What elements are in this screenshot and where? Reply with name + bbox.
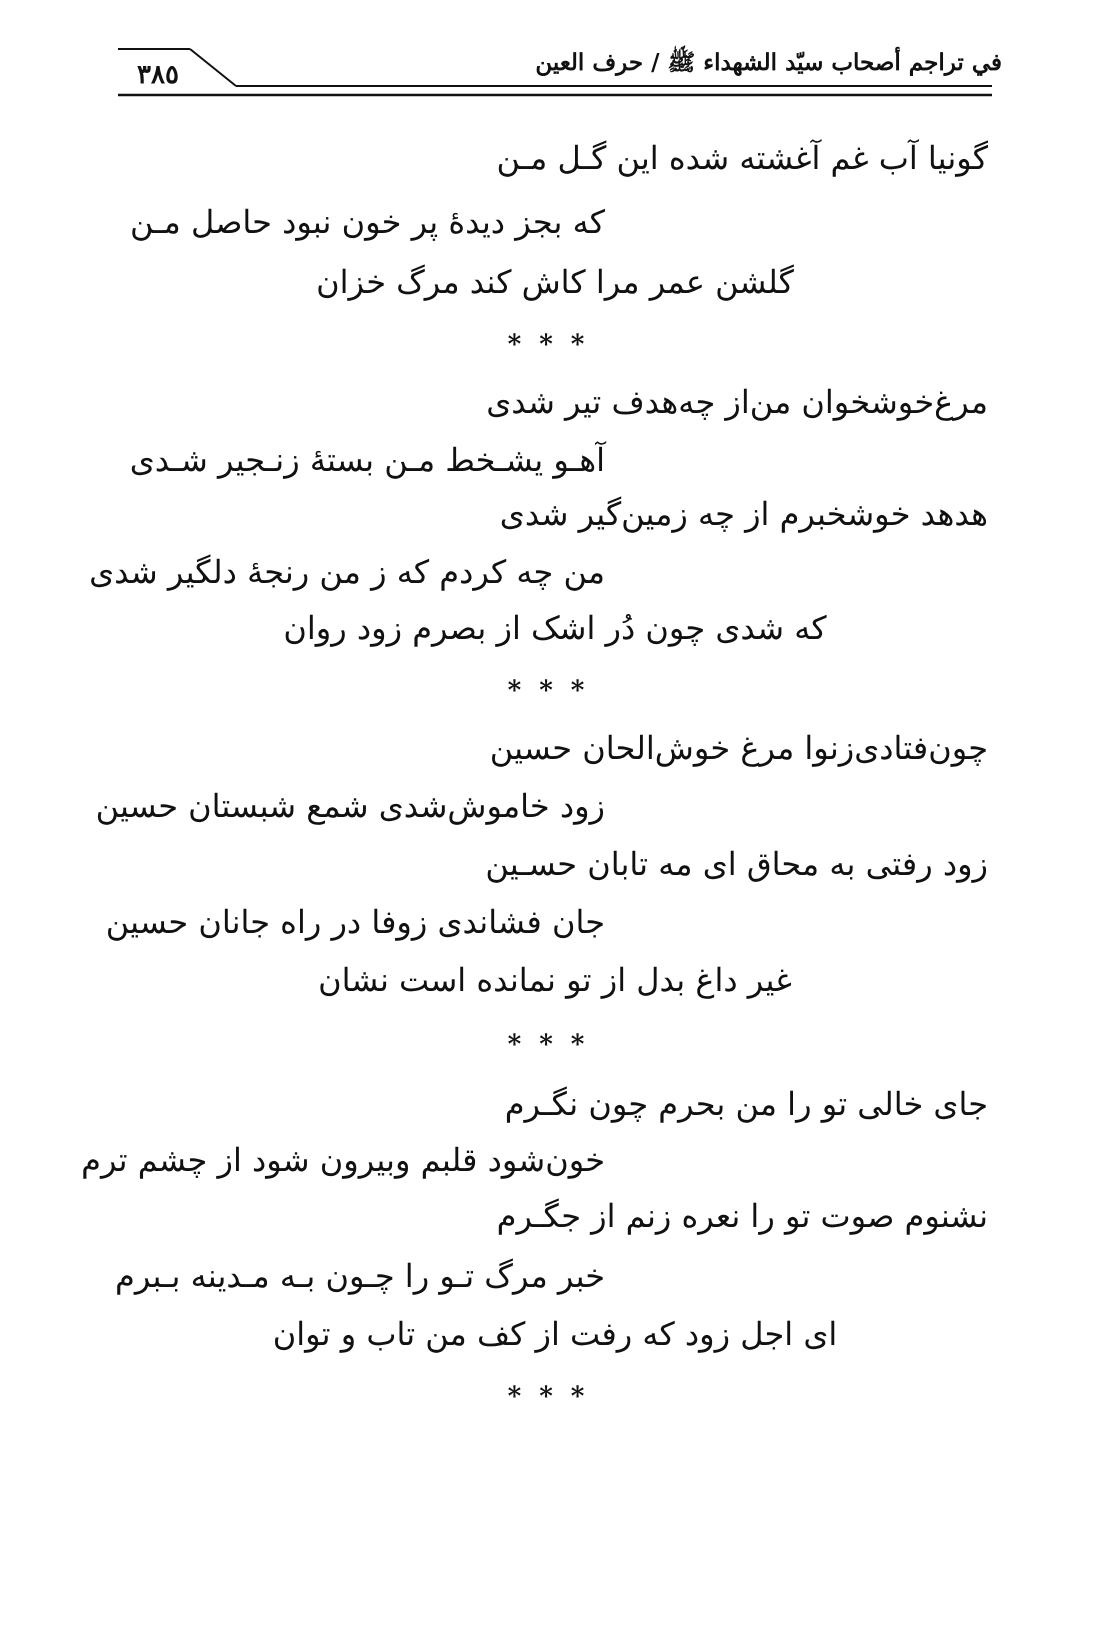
running-title: في تراجم أصحاب سيّد الشهداء ﷺ / حرف العين — [535, 49, 1002, 76]
refrain-line: غیر داغ بدل از تو نمانده است نشان — [318, 961, 792, 999]
verse-line: که بجز دیدهٔ پر خون نبود حاصل مـن — [129, 203, 605, 241]
verse-line: خون‌شود قلبم وبیرون شود از چشم ترم — [81, 1141, 605, 1179]
verse-line: زود رفتی به محاق ای مه تابان حسـین — [485, 845, 988, 883]
stanza-divider: *** — [507, 1382, 603, 1412]
refrain-line: که شدی چون دُر اشک از بصرم زود روان — [283, 609, 827, 647]
verse-line: زود خاموش‌شدی شمع شبستان حسین — [95, 787, 605, 825]
stanza-divider: *** — [507, 1030, 603, 1060]
verse-line: مرغ‌خوشخوان من‌از چه‌هدف تیر شدی — [486, 383, 988, 421]
stanza-divider: *** — [507, 330, 603, 360]
page-header — [0, 0, 1110, 110]
refrain-line: ای اجل زود که رفت از کف من تاب و توان — [272, 1315, 838, 1353]
verse-line: خبر مرگ تـو را چـون بـه مـدینه بـبرم — [115, 1257, 605, 1295]
verse-line: آهـو یشـخط مـن بستهٔ زنـجیر شـدی — [129, 441, 605, 479]
refrain-line: گلشن عمر مرا کاش کند مرگ خزان — [316, 263, 794, 301]
verse-line: گونیا آب غم آغشته شده این گـل مـن — [496, 139, 988, 177]
verse-line: هدهد خوشخبرم از چه زمین‌گیر شدی — [499, 495, 988, 533]
verse-line: چون‌فتادی‌زنوا مرغ خوش‌الحان حسین — [489, 729, 988, 767]
stanza-divider: *** — [507, 676, 603, 706]
verse-line: نشنوم صوت تو را نعره زنم از جگـرم — [496, 1197, 988, 1235]
verse-line: من چه کردم که ز من رنجهٔ دلگیر شدی — [89, 553, 605, 591]
verse-line: جای خالی تو را من بحرم چون نگـرم — [504, 1085, 988, 1123]
verse-line: جان فشاندی زوفا در راه جانان حسین — [105, 903, 605, 941]
page-number: ٣٨٥ — [137, 60, 179, 90]
